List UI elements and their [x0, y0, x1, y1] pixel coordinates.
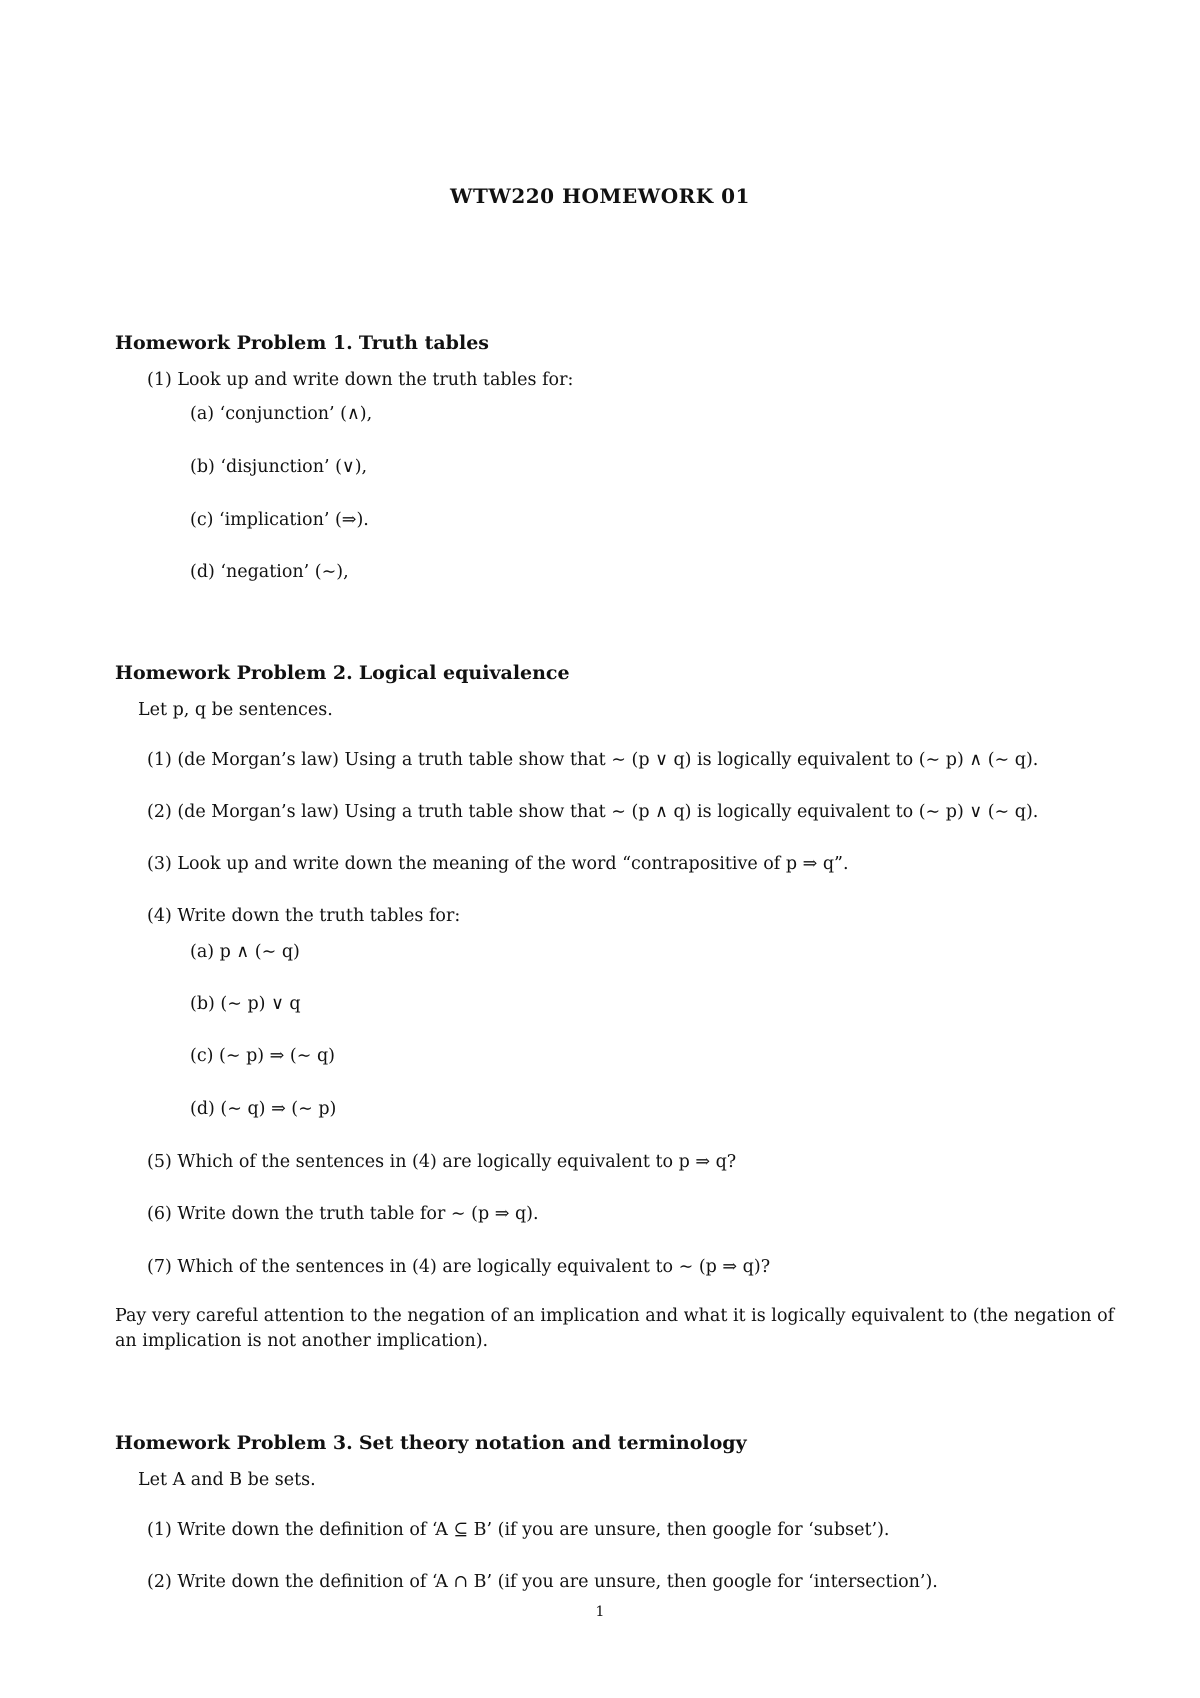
- problem-1-topic: Truth tables: [358, 332, 489, 354]
- p3-intro: Let A and B be sets.: [138, 1470, 316, 1490]
- p1-sub-a: (a) ‘conjunction’ (∧),: [190, 404, 373, 424]
- p2-sub-a: (a) p ∧ (∼ q): [190, 942, 300, 962]
- p3-item-2: (2) Write down the definition of ‘A ∩ B’ (if you are unsure, then google for ‘intersection’).: [147, 1572, 938, 1592]
- p2-sub-c: (c) (∼ p) ⇒ (∼ q): [190, 1046, 335, 1066]
- p2-intro: Let p, q be sentences.: [138, 700, 333, 720]
- p2-item-7: (7) Which of the sentences in (4) are logically equivalent to ∼ (p ⇒ q)?: [147, 1257, 771, 1277]
- document-title: WTW220 HOMEWORK 01: [450, 184, 750, 208]
- p2-sub-d: (d) (∼ q) ⇒ (∼ p): [190, 1099, 337, 1119]
- problem-1-heading: [115, 332, 489, 354]
- problem-2-lead: Homework Problem 2.: [115, 662, 353, 684]
- p3-item-1: (1) Write down the definition of ‘A ⊆ B’ (if you are unsure, then google for ‘subset’).: [147, 1520, 890, 1540]
- page-number: 1: [595, 1604, 605, 1620]
- problem-3-heading: [115, 1432, 747, 1454]
- p2-note: Pay very careful attention to the negation of an implication and what it is logically equivalent to (the negation of an implication is not another implication).: [115, 1306, 1115, 1351]
- p2-sub-b: (b) (∼ p) ∨ q: [190, 994, 301, 1014]
- problem-2-topic: Logical equivalence: [358, 662, 570, 684]
- p2-item-3: (3) Look up and write down the meaning of the word “contrapositive of p ⇒ q”.: [147, 854, 849, 874]
- p1-item-1: (1) Look up and write down the truth tables for:: [147, 370, 574, 390]
- p1-sub-c: (c) ‘implication’ (⇒).: [190, 510, 369, 530]
- p2-item-4: (4) Write down the truth tables for:: [147, 906, 461, 926]
- problem-3-lead: Homework Problem 3.: [115, 1432, 353, 1454]
- problem-1-lead: Homework Problem 1.: [115, 332, 353, 354]
- p2-item-2: (2) (de Morgan’s law) Using a truth table show that ∼ (p ∧ q) is logically equivalent to (∼ p) ∨ (∼ q).: [147, 802, 1039, 822]
- p2-item-1: (1) (de Morgan’s law) Using a truth table show that ∼ (p ∨ q) is logically equivalent to (∼ p) ∧ (∼ q).: [147, 750, 1039, 770]
- p1-sub-d: (d) ‘negation’ (∼),: [190, 562, 349, 582]
- p2-item-5: (5) Which of the sentences in (4) are logically equivalent to p ⇒ q?: [147, 1152, 737, 1172]
- p2-item-6: (6) Write down the truth table for ∼ (p ⇒ q).: [147, 1204, 539, 1224]
- p1-sub-b: (b) ‘disjunction’ (∨),: [190, 457, 368, 477]
- problem-2-heading: [115, 662, 570, 684]
- problem-3-topic: Set theory notation and terminology: [358, 1432, 747, 1454]
